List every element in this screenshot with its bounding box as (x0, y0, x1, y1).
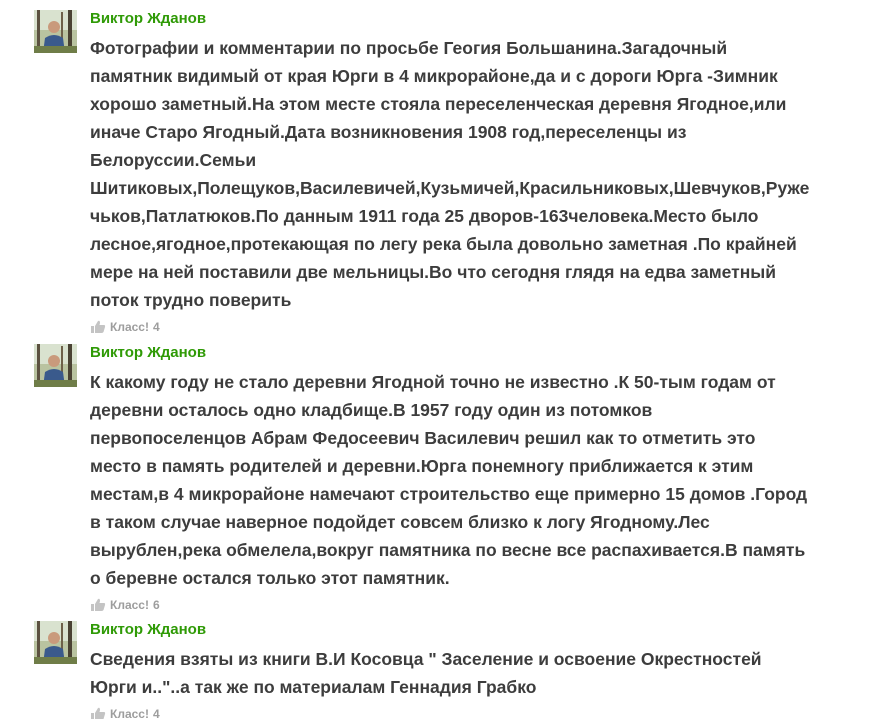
like-label: Класс! (110, 320, 149, 334)
like-count: 4 (152, 707, 160, 719)
comment-text-line: хорошо заметный.На этом месте стояла переселенческая деревня Ягодное,или (90, 94, 787, 114)
comment-text-line: о беревне остался только этот памятник. (90, 568, 450, 588)
comment-text (90, 645, 883, 701)
avatar-photo-icon (34, 10, 77, 53)
comment-text (90, 368, 883, 592)
user-avatar[interactable] (34, 10, 77, 53)
comment-text-line: Сведения взяты из книги В.И Косовца " Заселение и освоение Окрестностей (90, 649, 762, 669)
comment-text-line: место в память родителей и деревни.Юрга понемногу приближается к этим (90, 456, 754, 476)
comment-text-line: поток трудно поверить (90, 290, 292, 310)
comment-text-line: Шитиковых,Полещуков,Василевичей,Кузьмичей,Красильниковых,Шевчуков,Руже (90, 178, 810, 198)
comment-text-line: Юрги и.."..а так же по материалам Геннадия Грабко (90, 677, 537, 697)
like-button[interactable] (90, 598, 160, 612)
like-label: Класс! (110, 707, 149, 719)
thumbs-up-icon (90, 320, 106, 334)
comment-author-link[interactable]: Виктор Жданов (90, 10, 207, 27)
user-avatar[interactable] (34, 621, 77, 664)
comment-text-line: лесное,ягодное,протекающая по легу река была довольно заметная .По крайней (90, 234, 797, 254)
thumbs-up-icon (90, 707, 106, 719)
like-count: 6 (152, 598, 160, 612)
like-button[interactable] (90, 707, 160, 719)
comment-text-line: памятник видимый от края Юрги в 4 микрорайоне,да и с дороги Юрга -Зимник (90, 66, 778, 86)
avatar-photo-icon (34, 621, 77, 664)
comment-text-line: К какому году не стало деревни Ягодной точно не известно .К 50-тым годам от (90, 372, 776, 392)
comment-text-line: деревни осталось одно кладбище.В 1957 году один из потомков (90, 400, 653, 420)
like-label: Класс! (110, 598, 149, 612)
comment-text-line: мере на ней поставили две мельницы.Во что сегодня глядя на едва заметный (90, 262, 777, 282)
user-avatar[interactable] (34, 344, 77, 387)
comment-text-line: в таком случае наверное подойдет совсем близко к логу Ягодному.Лес (90, 512, 710, 532)
avatar-photo-icon (34, 344, 77, 387)
comment-text-line: местам,в 4 микрорайоне намечают строительство еще примерно 15 домов .Город (90, 484, 808, 504)
comment-text-line: чьков,Патлатюков.По данным 1911 года 25 дворов-163человека.Место было (90, 206, 759, 226)
comment-text (90, 34, 883, 314)
comment-text-line: иначе Старо Ягодный.Дата возникновения 1908 год,переселенцы из (90, 122, 687, 142)
comment-author-link[interactable]: Виктор Жданов (90, 621, 207, 638)
comment-text-line: Фотографии и комментарии по просьбе Геогия Большанина.Загадочный (90, 38, 728, 58)
like-count: 4 (152, 320, 160, 334)
comment-text-line: вырублен,река обмелела,вокруг памятника по весне все распахивается.В память (90, 540, 806, 560)
comment-text-line: первопоселенцов Абрам Федосеевич Василевич решил как то отметить это (90, 428, 756, 448)
comment-text-line: Белоруссии.Семьи (90, 150, 257, 170)
thumbs-up-icon (90, 598, 106, 612)
comment-author-link[interactable]: Виктор Жданов (90, 344, 207, 361)
like-button[interactable] (90, 320, 160, 334)
